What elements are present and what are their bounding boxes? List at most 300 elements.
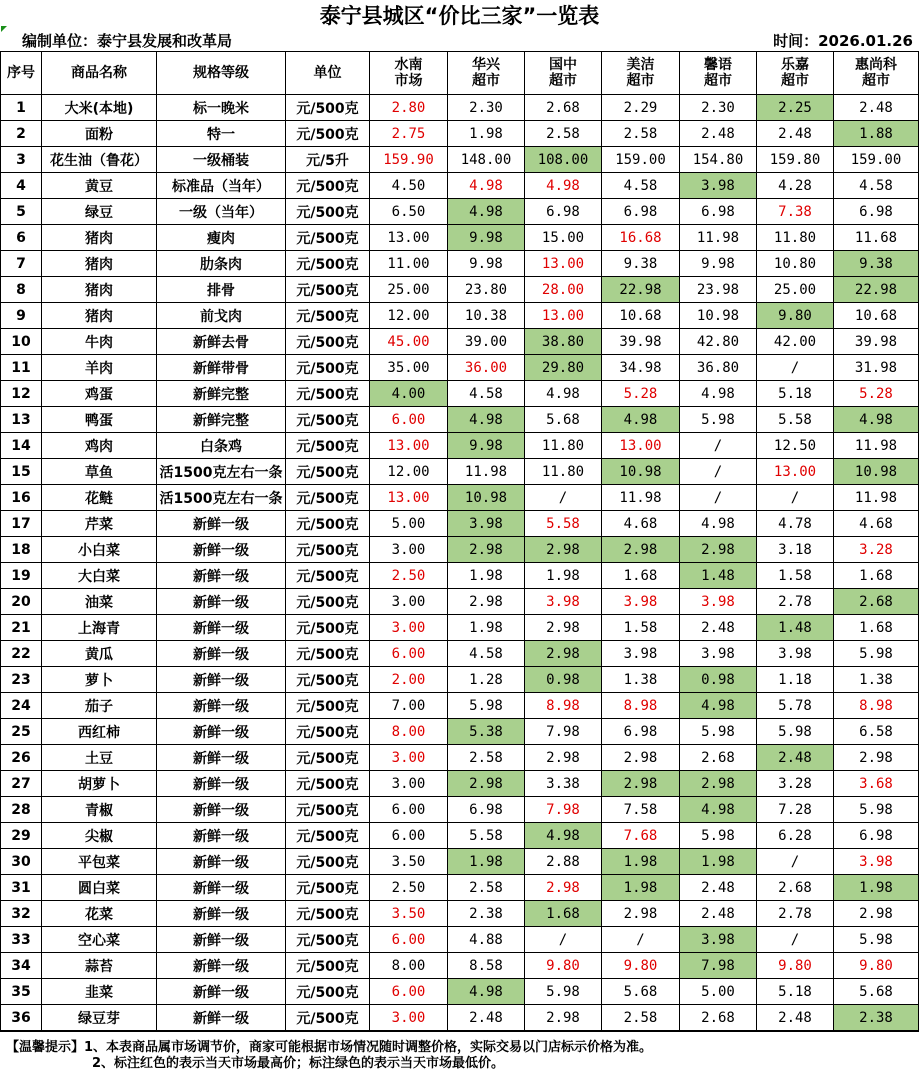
price-cell: 5.00: [370, 511, 448, 537]
price-cell: 2.98: [525, 745, 602, 771]
row-number: 22: [1, 641, 42, 667]
price-cell: 8.98: [834, 693, 919, 719]
header-market-meijie: 美洁 超市: [602, 52, 680, 95]
price-cell: 4.68: [602, 511, 680, 537]
table-row: [1, 693, 919, 719]
product-unit: 元/500克: [286, 485, 370, 511]
price-cell: 13.00: [757, 459, 834, 485]
price-cell: 29.80: [525, 355, 602, 381]
product-spec: 特一: [157, 121, 286, 147]
table-row: [1, 303, 919, 329]
price-cell: 10.80: [757, 251, 834, 277]
price-cell: 2.48: [680, 875, 757, 901]
price-cell: 6.98: [448, 797, 525, 823]
product-unit: 元/500克: [286, 199, 370, 225]
price-cell: 2.48: [757, 121, 834, 147]
footer-note-2: 2、标注红色的表示当天市场最高价；标注绿色的表示当天市场最低价。: [92, 1056, 505, 1071]
price-cell: 148.00: [448, 147, 525, 173]
header-market-huishangke: 惠尚科 超市: [834, 52, 919, 95]
product-spec: 新鲜一级: [157, 589, 286, 615]
price-cell: 2.98: [525, 615, 602, 641]
price-cell: 5.18: [757, 979, 834, 1005]
price-cell: /: [680, 485, 757, 511]
price-cell: 42.80: [680, 329, 757, 355]
product-unit: 元/500克: [286, 251, 370, 277]
row-number: 11: [1, 355, 42, 381]
price-cell: 25.00: [370, 277, 448, 303]
price-cell: 10.98: [602, 459, 680, 485]
price-cell: 36.00: [448, 355, 525, 381]
price-cell: 6.98: [602, 199, 680, 225]
price-cell: 39.98: [602, 329, 680, 355]
product-spec: 白条鸡: [157, 433, 286, 459]
table-row: [1, 823, 919, 849]
price-cell: 5.38: [448, 719, 525, 745]
product-spec: 新鲜一级: [157, 745, 286, 771]
price-cell: 31.98: [834, 355, 919, 381]
table-row: [1, 433, 919, 459]
price-cell: 6.00: [370, 797, 448, 823]
price-cell: 8.00: [370, 953, 448, 979]
price-cell: 10.68: [834, 303, 919, 329]
price-cell: 38.80: [525, 329, 602, 355]
product-name: 尖椒: [42, 823, 157, 849]
price-cell: 5.98: [680, 719, 757, 745]
price-cell: 34.98: [602, 355, 680, 381]
price-cell: 4.98: [680, 511, 757, 537]
price-cell: 8.98: [602, 693, 680, 719]
price-cell: 13.00: [602, 433, 680, 459]
price-cell: 6.00: [370, 927, 448, 953]
header-market-huaxing: 华兴 超市: [448, 52, 525, 95]
price-cell: 2.98: [680, 537, 757, 563]
table-row: [1, 225, 919, 251]
price-cell: 9.98: [448, 433, 525, 459]
price-cell: 4.98: [525, 823, 602, 849]
price-cell: /: [680, 459, 757, 485]
price-cell: 4.58: [602, 173, 680, 199]
product-name: 花生油（鲁花）: [42, 147, 157, 173]
price-cell: 11.98: [834, 433, 919, 459]
price-cell: 10.68: [602, 303, 680, 329]
product-unit: 元/500克: [286, 459, 370, 485]
price-cell: 2.48: [448, 1005, 525, 1031]
price-cell: 4.98: [448, 407, 525, 433]
row-number: 12: [1, 381, 42, 407]
table-row: [1, 953, 919, 979]
price-cell: 11.98: [602, 485, 680, 511]
price-cell: 5.98: [757, 719, 834, 745]
price-cell: 159.00: [602, 147, 680, 173]
price-cell: 23.80: [448, 277, 525, 303]
product-spec: 标一晚米: [157, 95, 286, 121]
row-number: 3: [1, 147, 42, 173]
price-cell: 2.58: [448, 745, 525, 771]
price-cell: 2.48: [757, 745, 834, 771]
price-cell: 1.98: [834, 875, 919, 901]
cell-comment-indicator: [1, 26, 7, 32]
table-row: [1, 979, 919, 1005]
product-spec: 新鲜完整: [157, 407, 286, 433]
row-number: 1: [1, 95, 42, 121]
header-market-guozhong: 国中 超市: [525, 52, 602, 95]
table-row: [1, 927, 919, 953]
product-spec: 活1500克左右一条: [157, 485, 286, 511]
product-unit: 元/500克: [286, 849, 370, 875]
price-cell: 11.80: [525, 459, 602, 485]
product-unit: 元/500克: [286, 719, 370, 745]
product-name: 猪肉: [42, 251, 157, 277]
product-unit: 元/500克: [286, 953, 370, 979]
product-name: 蒜苔: [42, 953, 157, 979]
price-cell: 4.98: [680, 693, 757, 719]
product-spec: 活1500克左右一条: [157, 459, 286, 485]
price-cell: 4.98: [525, 173, 602, 199]
price-cell: 7.00: [370, 693, 448, 719]
product-spec: 新鲜一级: [157, 1005, 286, 1031]
price-cell: 1.68: [602, 563, 680, 589]
price-cell: 2.00: [370, 667, 448, 693]
product-spec: 新鲜一级: [157, 719, 286, 745]
price-cell: 9.38: [602, 251, 680, 277]
price-cell: 2.98: [525, 641, 602, 667]
price-cell: 3.28: [834, 537, 919, 563]
price-cell: 6.50: [370, 199, 448, 225]
price-cell: 5.98: [680, 407, 757, 433]
price-cell: /: [680, 433, 757, 459]
price-cell: 5.28: [602, 381, 680, 407]
price-cell: /: [757, 849, 834, 875]
product-name: 黄瓜: [42, 641, 157, 667]
product-name: 大白菜: [42, 563, 157, 589]
price-cell: /: [525, 485, 602, 511]
table-row: [1, 719, 919, 745]
price-cell: 22.98: [602, 277, 680, 303]
row-number: 19: [1, 563, 42, 589]
table-row: [1, 381, 919, 407]
header-market-xinyu: 馨语 超市: [680, 52, 757, 95]
product-spec: 新鲜一级: [157, 667, 286, 693]
price-cell: 1.98: [602, 849, 680, 875]
price-cell: 10.98: [834, 459, 919, 485]
price-cell: 9.80: [602, 953, 680, 979]
price-cell: 2.58: [448, 875, 525, 901]
product-unit: 元/500克: [286, 927, 370, 953]
product-unit: 元/500克: [286, 537, 370, 563]
price-cell: 8.58: [448, 953, 525, 979]
price-cell: 25.00: [757, 277, 834, 303]
product-name: 圆白菜: [42, 875, 157, 901]
price-cell: 4.98: [448, 173, 525, 199]
table-row: [1, 667, 919, 693]
row-number: 18: [1, 537, 42, 563]
header-row: [1, 52, 919, 95]
price-cell: 4.98: [448, 199, 525, 225]
product-name: 茄子: [42, 693, 157, 719]
price-cell: /: [757, 927, 834, 953]
price-cell: 2.68: [525, 95, 602, 121]
table-row: [1, 589, 919, 615]
product-unit: 元/500克: [286, 173, 370, 199]
price-cell: 1.18: [757, 667, 834, 693]
product-unit: 元/500克: [286, 667, 370, 693]
price-cell: 5.98: [448, 693, 525, 719]
product-spec: 肋条肉: [157, 251, 286, 277]
price-cell: 3.98: [680, 173, 757, 199]
price-cell: 2.98: [448, 537, 525, 563]
price-cell: 39.98: [834, 329, 919, 355]
row-number: 5: [1, 199, 42, 225]
price-cell: 5.98: [834, 641, 919, 667]
price-cell: 2.48: [680, 121, 757, 147]
price-cell: 1.58: [602, 615, 680, 641]
product-spec: 瘦肉: [157, 225, 286, 251]
price-cell: 3.98: [757, 641, 834, 667]
price-cell: 5.98: [525, 979, 602, 1005]
row-number: 29: [1, 823, 42, 849]
product-name: 草鱼: [42, 459, 157, 485]
price-cell: 12.00: [370, 303, 448, 329]
price-cell: 2.30: [680, 95, 757, 121]
price-cell: 2.98: [602, 771, 680, 797]
price-cell: /: [602, 927, 680, 953]
table-row: [1, 1005, 919, 1031]
product-unit: 元/500克: [286, 615, 370, 641]
row-number: 8: [1, 277, 42, 303]
price-cell: 2.30: [448, 95, 525, 121]
price-cell: 3.00: [370, 771, 448, 797]
footer-notes: [0, 1031, 919, 1072]
price-cell: 154.80: [680, 147, 757, 173]
price-cell: 6.98: [834, 199, 919, 225]
product-name: 牛肉: [42, 329, 157, 355]
price-cell: 5.18: [757, 381, 834, 407]
row-number: 33: [1, 927, 42, 953]
product-unit: 元/500克: [286, 381, 370, 407]
product-name: 猪肉: [42, 225, 157, 251]
table-row: [1, 537, 919, 563]
price-cell: 3.98: [602, 589, 680, 615]
row-number: 17: [1, 511, 42, 537]
table-row: [1, 251, 919, 277]
price-cell: 3.00: [370, 745, 448, 771]
price-cell: 2.98: [602, 537, 680, 563]
product-unit: 元/500克: [286, 589, 370, 615]
row-number: 13: [1, 407, 42, 433]
product-spec: 新鲜完整: [157, 381, 286, 407]
price-cell: 9.98: [448, 225, 525, 251]
price-cell: 1.58: [757, 563, 834, 589]
row-number: 27: [1, 771, 42, 797]
table-row: [1, 901, 919, 927]
price-cell: 2.75: [370, 121, 448, 147]
price-cell: 2.78: [757, 901, 834, 927]
price-cell: 5.28: [834, 381, 919, 407]
price-table: [0, 51, 919, 1031]
product-spec: 新鲜一级: [157, 901, 286, 927]
price-cell: 4.98: [680, 381, 757, 407]
product-name: 花鲢: [42, 485, 157, 511]
price-cell: 2.50: [370, 563, 448, 589]
price-cell: 2.68: [834, 589, 919, 615]
price-cell: 11.80: [757, 225, 834, 251]
price-cell: 2.50: [370, 875, 448, 901]
row-number: 25: [1, 719, 42, 745]
table-row: [1, 797, 919, 823]
price-cell: 39.00: [448, 329, 525, 355]
row-number: 30: [1, 849, 42, 875]
price-cell: 3.68: [834, 771, 919, 797]
price-cell: 11.00: [370, 251, 448, 277]
product-spec: 新鲜一级: [157, 797, 286, 823]
product-spec: 新鲜一级: [157, 641, 286, 667]
product-spec: 新鲜一级: [157, 537, 286, 563]
product-name: 空心菜: [42, 927, 157, 953]
header-unit: 单位: [286, 52, 370, 95]
price-cell: 2.68: [757, 875, 834, 901]
price-cell: 2.58: [602, 1005, 680, 1031]
price-cell: 2.29: [602, 95, 680, 121]
page-title: 泰宁县城区“价比三家”一览表: [319, 4, 600, 28]
price-cell: 35.00: [370, 355, 448, 381]
price-cell: 159.00: [834, 147, 919, 173]
product-unit: 元/500克: [286, 355, 370, 381]
row-number: 36: [1, 1005, 42, 1031]
price-cell: 7.68: [602, 823, 680, 849]
price-cell: 42.00: [757, 329, 834, 355]
product-unit: 元/500克: [286, 875, 370, 901]
price-cell: 3.00: [370, 537, 448, 563]
table-row: [1, 95, 919, 121]
row-number: 34: [1, 953, 42, 979]
price-cell: 2.98: [834, 901, 919, 927]
footer-note-1: 【温馨提示】1、本表商品属市场调节价，商家可能根据市场情况随时调整价格，实际交易以门店标示价格为准。: [6, 1040, 653, 1055]
price-cell: 4.50: [370, 173, 448, 199]
table-row: [1, 407, 919, 433]
price-cell: 2.88: [525, 849, 602, 875]
price-cell: 22.98: [834, 277, 919, 303]
product-name: 西红柿: [42, 719, 157, 745]
price-cell: 36.80: [680, 355, 757, 381]
price-cell: 6.98: [602, 719, 680, 745]
row-number: 4: [1, 173, 42, 199]
product-unit: 元/500克: [286, 433, 370, 459]
product-unit: 元/500克: [286, 277, 370, 303]
price-cell: 4.98: [680, 797, 757, 823]
product-name: 黄豆: [42, 173, 157, 199]
product-unit: 元/500克: [286, 303, 370, 329]
row-number: 24: [1, 693, 42, 719]
price-cell: 5.68: [834, 979, 919, 1005]
price-cell: 1.98: [602, 875, 680, 901]
price-cell: 0.98: [525, 667, 602, 693]
product-name: 面粉: [42, 121, 157, 147]
product-unit: 元/5升: [286, 147, 370, 173]
product-name: 羊肉: [42, 355, 157, 381]
product-spec: 一级桶装: [157, 147, 286, 173]
product-spec: 新鲜一级: [157, 979, 286, 1005]
price-cell: 2.58: [525, 121, 602, 147]
table-row: [1, 355, 919, 381]
price-cell: 6.00: [370, 979, 448, 1005]
price-cell: 4.88: [448, 927, 525, 953]
price-cell: 1.98: [448, 563, 525, 589]
product-name: 鸭蛋: [42, 407, 157, 433]
price-cell: 1.88: [834, 121, 919, 147]
price-cell: 5.68: [525, 407, 602, 433]
row-number: 26: [1, 745, 42, 771]
product-name: 油菜: [42, 589, 157, 615]
price-cell: 23.98: [680, 277, 757, 303]
price-cell: 2.98: [448, 771, 525, 797]
price-cell: /: [757, 485, 834, 511]
price-cell: 11.80: [525, 433, 602, 459]
price-cell: 4.98: [834, 407, 919, 433]
price-cell: 15.00: [525, 225, 602, 251]
price-cell: 9.80: [757, 953, 834, 979]
product-spec: 新鲜带骨: [157, 355, 286, 381]
price-cell: 4.98: [602, 407, 680, 433]
price-cell: 9.80: [525, 953, 602, 979]
price-cell: 6.00: [370, 641, 448, 667]
price-cell: 6.00: [370, 407, 448, 433]
price-cell: 5.68: [602, 979, 680, 1005]
product-unit: 元/500克: [286, 1005, 370, 1031]
row-number: 14: [1, 433, 42, 459]
price-cell: 0.98: [680, 667, 757, 693]
price-cell: 9.98: [448, 251, 525, 277]
price-cell: 2.48: [680, 615, 757, 641]
price-cell: 7.98: [525, 797, 602, 823]
price-cell: 2.38: [448, 901, 525, 927]
product-spec: 新鲜一级: [157, 823, 286, 849]
price-cell: 2.48: [834, 95, 919, 121]
price-cell: 2.98: [525, 875, 602, 901]
row-number: 35: [1, 979, 42, 1005]
product-unit: 元/500克: [286, 797, 370, 823]
product-name: 青椒: [42, 797, 157, 823]
price-cell: 3.50: [370, 901, 448, 927]
price-cell: 3.00: [370, 615, 448, 641]
price-cell: 1.98: [448, 615, 525, 641]
product-name: 土豆: [42, 745, 157, 771]
compiling-unit: 编制单位：泰宁县发展和改革局: [22, 32, 233, 50]
product-spec: 新鲜一级: [157, 953, 286, 979]
price-cell: 1.68: [834, 615, 919, 641]
price-cell: 1.98: [448, 849, 525, 875]
price-cell: 2.68: [680, 745, 757, 771]
price-cell: 2.58: [602, 121, 680, 147]
product-unit: 元/500克: [286, 563, 370, 589]
product-unit: 元/500克: [286, 329, 370, 355]
price-cell: 1.68: [525, 901, 602, 927]
price-cell: 5.58: [525, 511, 602, 537]
price-cell: 7.28: [757, 797, 834, 823]
product-name: 鸡肉: [42, 433, 157, 459]
table-row: [1, 849, 919, 875]
price-cell: 3.98: [680, 927, 757, 953]
price-cell: 11.68: [834, 225, 919, 251]
price-cell: 1.48: [680, 563, 757, 589]
price-cell: 12.50: [757, 433, 834, 459]
table-row: [1, 511, 919, 537]
table-row: [1, 121, 919, 147]
price-cell: 10.98: [680, 303, 757, 329]
product-name: 鸡蛋: [42, 381, 157, 407]
product-unit: 元/500克: [286, 823, 370, 849]
product-name: 萝卜: [42, 667, 157, 693]
product-name: 花菜: [42, 901, 157, 927]
